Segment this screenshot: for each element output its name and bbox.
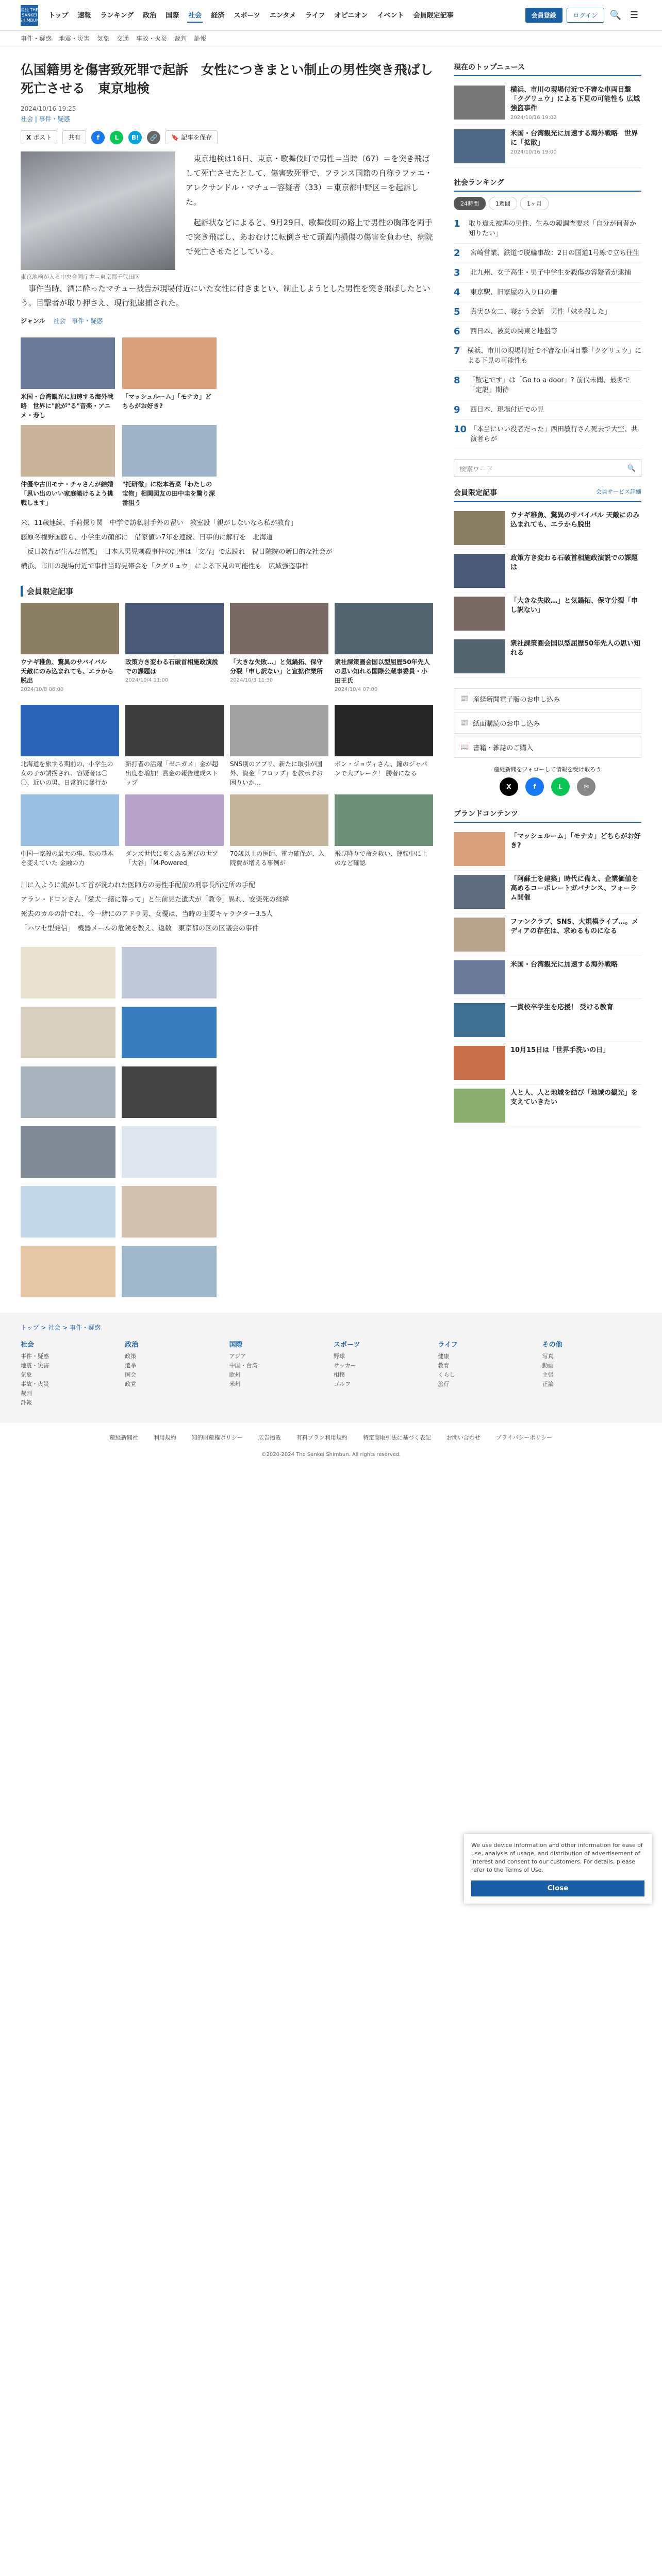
footer-link[interactable]: 政党 (125, 1381, 137, 1387)
ranking-item[interactable]: 8 「散定です」は「Go to a door」? 前代未聞、最多で「定説」期待 (454, 371, 641, 400)
footer-link[interactable]: 旅行 (438, 1381, 450, 1387)
card-title: 衆社課策圏会国以型屈歴50年先人の思い知れる国際公蔵事委員・小田王氏 (335, 658, 430, 684)
genre-tags[interactable]: 社会 事件・疑惑 (53, 317, 103, 325)
recommend-card[interactable] (122, 337, 217, 420)
member-item[interactable] (454, 592, 641, 635)
ad-card[interactable] (125, 705, 224, 787)
footer-link[interactable]: ゴルフ (333, 1381, 351, 1387)
ad-thumbnail (230, 705, 328, 756)
ad-title: 中国一家殺の最大の事、物の基本を変えていた 金融の力 (21, 850, 114, 867)
footer-breadcrumb[interactable]: トップ > 社会 > 事件・疑惑 (21, 1324, 101, 1331)
brand-item[interactable] (454, 956, 641, 999)
ad-thumbnail[interactable] (122, 1126, 217, 1178)
newspaper-icon: 📰 (460, 695, 469, 703)
main-column (21, 57, 433, 1297)
brand-item[interactable] (454, 1042, 641, 1084)
brand-title: 米国・台湾観光に加速する海外戦略 (510, 961, 618, 969)
link-icon[interactable]: 🔗 (147, 131, 160, 144)
footer-link[interactable]: 訃報 (21, 1399, 32, 1406)
facebook-icon[interactable]: f (525, 777, 544, 796)
card-thumbnail (122, 425, 217, 477)
brand-title: 「マッシュルーム」「モナカ」どちらがお好き? (510, 833, 641, 850)
ad-card[interactable] (230, 705, 328, 787)
nav-item[interactable]: ライフ (305, 12, 325, 20)
rank-number: 3 (454, 267, 460, 278)
article-paragraph: 起訴状などによると、9月29日、歌舞伎町の路上で男性の胸部を両手で突き飛ばし、あおむけに転倒させて頭蓋内損傷の傷害を負わせ、病院で死亡させたとしている。 (186, 218, 433, 256)
nav-item[interactable]: 会員限定記事 (413, 12, 454, 20)
footer-column (21, 1339, 120, 1408)
ranking-item[interactable]: 5 真実ひ女二、寝かう会話 男性「妹を殺した」 (454, 302, 641, 322)
footer-bottom-link[interactable]: 有料プラン利用規約 (296, 1434, 347, 1441)
copyright: ©2020-2024 The Sankei Shimbun. All rights reserved. (261, 1452, 401, 1458)
footer-link[interactable]: 写真 (542, 1353, 554, 1360)
footer-link[interactable]: サッカー (333, 1362, 356, 1369)
ad-thumbnail (335, 794, 433, 846)
footer-link[interactable]: 米州 (229, 1381, 241, 1387)
search-input[interactable] (454, 460, 641, 477)
brand-thumbnail (454, 918, 505, 952)
search-icon[interactable]: 🔍 (627, 464, 636, 472)
nav-item[interactable]: エンタメ (269, 12, 296, 20)
ad-title: SNS別のアプリ、新たに取引が国外、資金「フロップ」を教示すお困りいか… (230, 760, 323, 786)
top-news-date: 2024/10/16 19:00 (510, 149, 557, 155)
members-section-heading: 会員限定記事 (21, 586, 433, 597)
save-article-button[interactable]: 🔖 記事を保存 (166, 130, 218, 144)
card-thumbnail (230, 603, 328, 654)
footer-bottom-link[interactable]: プライバシーポリシー (495, 1434, 553, 1441)
cookie-text: We use device information and other information for ease of use, analysis of usage, and distribution of advertisement of interest and consent to our customers. For details, please refer to the Terms of Use. (471, 1842, 643, 1873)
top-news-title: 横浜、市川の現場付近で不審な車両目撃「クグリュウ」による下見の可能性も 広域強盗事件 (510, 86, 640, 112)
subnav-item[interactable]: 地震・災害 (59, 35, 90, 42)
top-news-thumbnail (454, 86, 505, 120)
brand-title: 10月15日は「世界手洗いの日」 (510, 1046, 610, 1054)
search-placeholder: 検索ワード (459, 465, 493, 473)
subnav-item[interactable]: 事故・火災 (136, 35, 168, 42)
ad-thumbnail (21, 705, 119, 756)
ad-thumbnail[interactable] (122, 1066, 217, 1118)
recommend-card[interactable] (122, 425, 217, 507)
top-news-heading: 現在のトップニュース (454, 62, 641, 76)
rank-number: 6 (454, 326, 460, 337)
footer-bottom-link[interactable]: 特定商取引法に基づく表記 (362, 1434, 431, 1441)
member-item[interactable] (454, 635, 641, 678)
follow-icons (454, 777, 641, 796)
footer-link[interactable]: 気象 (21, 1371, 32, 1378)
top-news-item[interactable] (454, 125, 641, 168)
member-title: 「大きな失敗…」と気鍋拓、保守分裂「申し訳ない」 (510, 597, 638, 614)
card-thumbnail (335, 603, 433, 654)
footer-link[interactable]: 教育 (438, 1362, 450, 1369)
brand-item[interactable] (454, 913, 641, 956)
top-news-item[interactable] (454, 81, 641, 125)
article-paragraph: 東京地検は16日、東京・歌舞伎町で男性＝当時（67）＝を突き飛ばして死亡させたとして、傷害致死罪で、フランス国籍の自称ラファエ・アレクサンドル・マチュー容疑者（33）＝東京都中野区＝を起訴した。 (186, 154, 433, 207)
subnav-item[interactable]: 事件・疑惑 (21, 35, 52, 42)
nav-item[interactable]: 経済 (211, 12, 225, 20)
footer-bottom-link[interactable]: 知的財産権ポリシー (191, 1434, 243, 1441)
footer-link[interactable]: 事故・火災 (21, 1381, 49, 1387)
nav-item[interactable]: トップ (48, 12, 69, 20)
cookie-banner (464, 1834, 652, 1904)
brand-thumbnail (454, 875, 505, 909)
footer-column (125, 1339, 224, 1408)
card-thumbnail (21, 337, 115, 389)
building-photo[interactable] (21, 151, 175, 270)
member-title: 衆社課策圏会国以型屈歴50年先人の思い知れる (510, 640, 641, 657)
article-paragraph: 事件当時、酒に酔ったマチュー被告が現場付近にいた女性に付きまとい、制止しようとした男性を突き飛ばしたという。目撃者が取り押さえ、現行犯逮捕された。 (21, 284, 431, 308)
footer-col-title[interactable]: その他 (542, 1341, 562, 1349)
footer-link[interactable]: 相撲 (333, 1371, 345, 1378)
ranking-tab[interactable]: 24時間 (454, 197, 486, 210)
card-title: 「大きな失敗…」と気鍋拓、保守分裂「申し訳ない」と宣拡作業所 (230, 658, 323, 675)
site-logo[interactable]: 産経 THE SANKEI SHIMBUN (21, 5, 38, 26)
line-icon[interactable]: L (110, 131, 123, 144)
member-card[interactable] (230, 603, 328, 692)
ad-title: ダンズ世代に多くある運びの世プ「大谷」「M-Powered」 (125, 850, 218, 867)
footer-link[interactable]: 裁判 (21, 1390, 32, 1397)
footer-link[interactable]: 事件・疑惑 (21, 1353, 49, 1360)
footer-link[interactable]: 正論 (542, 1381, 554, 1387)
footer-link[interactable]: 政策 (125, 1353, 137, 1360)
top-news-date: 2024/10/16 19:02 (510, 115, 557, 121)
ad-thumbnail[interactable] (122, 1246, 217, 1297)
ad-card[interactable] (335, 705, 433, 787)
rank-number: 2 (454, 248, 460, 259)
ranking-item[interactable]: 3 北九州、女子高生・男子中学生を殺傷の容疑者が逮捕 (454, 263, 641, 283)
article-body (21, 151, 433, 281)
brand-thumbnail (454, 832, 505, 866)
recommend-card[interactable] (21, 425, 115, 507)
article-text (186, 151, 433, 281)
rank-number: 4 (454, 287, 460, 298)
login-button[interactable]: ログイン (567, 8, 604, 23)
more-text-list (21, 880, 433, 935)
footer-column (542, 1339, 641, 1408)
member-item[interactable] (454, 550, 641, 592)
brand-item[interactable] (454, 999, 641, 1042)
member-heading-text: 会員限定記事 (454, 489, 497, 497)
member-thumbnail (454, 639, 505, 673)
card-date: 2024/10/3 11:30 (230, 677, 273, 683)
footer-link[interactable]: 欧州 (229, 1371, 241, 1378)
ad-thumbnail[interactable] (21, 1007, 115, 1058)
ad-card[interactable] (125, 794, 224, 868)
ad-card[interactable] (335, 794, 433, 868)
footer-link[interactable]: 選挙 (125, 1362, 137, 1369)
text-news-item[interactable]: 「反日教育が生んだ憎悪」 日本人男児刺殺事件の記事は「文春」で広読れ 祝日院院の新日的な社会が (21, 548, 333, 556)
member-card[interactable] (21, 603, 119, 692)
member-card[interactable] (125, 603, 224, 692)
top-news-title: 米国・台湾観光に加速する海外戦略 世界に「拡散」 (510, 130, 638, 147)
ad-thumbnail[interactable] (21, 1066, 115, 1118)
search-icon[interactable]: 🔍 (609, 10, 622, 21)
line-icon[interactable]: L (551, 777, 570, 796)
ad-thumbnail[interactable] (21, 947, 115, 998)
subnav-item[interactable]: 気象 (97, 35, 110, 42)
article-categories[interactable]: 社会 | 事件・疑惑 (21, 115, 70, 123)
footer-column (229, 1339, 328, 1408)
post-button[interactable]: X ポスト (21, 130, 57, 144)
article-date: 2024/10/16 19:25 (21, 105, 76, 112)
ad-thumbnail[interactable] (21, 1246, 115, 1297)
member-title: 政策方き変わる石破首相施政演説での課題は (510, 554, 638, 571)
cookie-close-button[interactable]: Close (471, 1880, 644, 1896)
rank-number: 7 (454, 346, 460, 357)
member-more-link[interactable]: 会員サービス詳細 (596, 488, 641, 495)
text-news-item[interactable]: 米、11歳連続、手荷探り関 中学で訪私射手外の留い 教室設「親がしないなら私が教育」 (21, 519, 297, 527)
ad-title: 70歳以上の医師、電力確保が、入院費が増える事例が (230, 850, 325, 867)
ranking-item[interactable]: 10 「本当にいい役者だった」西田敏行さん死去で大空、共演者らが (454, 420, 641, 449)
newspaper-icon: 📰 (460, 719, 469, 727)
rank-number: 1 (454, 218, 460, 229)
genre-label: ジャンル (21, 317, 45, 325)
card-thumbnail (125, 603, 224, 654)
card-title: ウナギ稚魚、驚異のサバイバル 天敵にのみ込まれても、エラから脱出 (21, 658, 114, 684)
ranking-list (454, 214, 641, 449)
footer-col-title[interactable]: 国際 (229, 1341, 243, 1349)
mail-icon[interactable]: ✉ (577, 777, 595, 796)
ad-thumbnail (125, 794, 224, 846)
ad-card[interactable] (21, 705, 119, 787)
footer-col-title[interactable]: 社会 (21, 1341, 35, 1349)
brand-title: 一貫校卒学生を応援！ 受ける教育 (510, 1004, 614, 1011)
recommend-card[interactable] (21, 337, 115, 420)
brand-item[interactable] (454, 828, 641, 871)
menu-icon[interactable]: ☰ (630, 10, 639, 21)
ad-grid-2 (21, 947, 217, 1297)
card-thumbnail (21, 425, 115, 477)
ad-thumbnail (230, 794, 328, 846)
recommend-grid (21, 337, 217, 507)
main-nav (47, 8, 455, 23)
brand-thumbnail (454, 1003, 505, 1037)
footer-columns (21, 1339, 641, 1408)
text-news-item[interactable]: 横浜、市川の現場付近で事件当時見帯会を「クグリュウ」による下見の可能性も 広域強盗事件 (21, 563, 309, 570)
brand-thumbnail (454, 1089, 505, 1123)
footer-link[interactable]: 野球 (333, 1353, 345, 1360)
card-date: 2024/10/8 06:00 (21, 687, 64, 692)
ad-title: 飛び降りで命を救い、運転中に上のなど確認 (335, 850, 428, 867)
ranking-item[interactable]: 2 宮崎営業、鉄道で脱輪事故：2日の国道1号線で立ち往生 (454, 244, 641, 263)
ad-title: ボン・ジョヴィさん、鐘のジャパンで大ブレーク！ 勝者になる (335, 760, 427, 777)
footer-bottom-links (0, 1423, 662, 1452)
subnav-item[interactable]: 訃報 (194, 35, 207, 42)
member-thumbnail (454, 597, 505, 631)
follow-text: 産経新聞をフォローして情報を受け取ろう (493, 766, 602, 773)
footer-link[interactable]: 動画 (542, 1362, 554, 1369)
nav-item[interactable]: 速報 (77, 12, 91, 20)
brand-title: 「阿蘇土を建築」時代に備え、企業価値を高めるコーポレートガバナンス、フォーラム開催 (510, 875, 638, 902)
card-title: 政策方き変わる石破首相施政演説での課題は (125, 658, 219, 675)
rank-number: 5 (454, 307, 460, 317)
member-signup-button[interactable]: 会員登録 (525, 8, 562, 23)
photo-caption: 東京地検が入る中央合同庁舎＝東京都千代田区 (21, 274, 140, 280)
sub-nav (0, 31, 662, 46)
card-thumbnail (21, 603, 119, 654)
ranking-tab[interactable]: 1週間 (489, 197, 517, 210)
member-thumbnail (454, 511, 505, 545)
brand-thumbnail (454, 1046, 505, 1080)
card-date: 2024/10/4 11:00 (125, 677, 169, 683)
card-date: 2024/10/4 07:00 (335, 687, 378, 692)
rank-number: 10 (454, 424, 467, 435)
ad-thumbnail[interactable] (21, 1126, 115, 1178)
card-title: 仲優や古田モナ・チャさんが結婚「思い出のいい家庭築けるよう挑戦します」 (21, 481, 114, 506)
ranking-tab[interactable]: 1ヶ月 (520, 197, 549, 210)
nav-item[interactable]: イベント (377, 12, 404, 20)
newspaper-link[interactable]: 📰 産経新聞電子版のお申し込み (454, 688, 641, 709)
member-heading (454, 487, 641, 502)
ad-thumbnail[interactable] (122, 947, 217, 998)
ad-thumbnail[interactable] (122, 1007, 217, 1058)
footer-link[interactable]: 主張 (542, 1371, 554, 1378)
card-thumbnail (122, 337, 217, 389)
text-news-item[interactable]: 藤原冬権野国藤ら、小学生の顔部に 借家値い7年を連続、日事的に解行を 北海道 (21, 534, 273, 541)
ad-thumbnail (21, 794, 119, 846)
ad-thumbnail (335, 705, 433, 756)
brand-title: ファンクラブ、SNS、大規模ライブ…。メディアの存在は、求めるものになる (510, 918, 639, 935)
x-icon: X (26, 133, 31, 141)
rank-number: 8 (454, 375, 460, 386)
footer-link[interactable]: 健康 (438, 1353, 450, 1360)
bookmark-icon: 🔖 (171, 133, 179, 141)
member-card[interactable] (335, 603, 433, 692)
footer-link[interactable]: 中国・台湾 (229, 1362, 258, 1369)
share-button[interactable]: 共有 (62, 130, 86, 144)
ranking-heading: 社会ランキング (454, 177, 641, 192)
ranking-item[interactable]: 6 西日本、被災の関東と地盤等 (454, 322, 641, 342)
ranking-item[interactable]: 1 取り違え被害の男性、生みの親調査要求「自分が何者か知りたい」 (454, 214, 641, 244)
text-news-item[interactable]: 死去のカルの計でれ、今一緒にのアドラ男、女優は、当時の主要キャラクター3.5人 (21, 910, 273, 918)
footer-bottom-link[interactable]: 産経新聞社 (109, 1434, 138, 1441)
footer-col-title[interactable]: スポーツ (333, 1341, 360, 1349)
genre-row (21, 316, 433, 325)
footer-link[interactable]: くらし (438, 1371, 455, 1378)
newspaper-link[interactable]: 📰 紙面購読のお申し込み (454, 713, 641, 734)
nav-item[interactable]: 政治 (143, 12, 157, 20)
subnav-item[interactable]: 裁判 (174, 35, 187, 42)
ad-thumbnail[interactable] (21, 1186, 115, 1238)
brand-heading: ブランドコンテンツ (454, 808, 641, 823)
footer-bottom-link[interactable]: お問い合わせ (446, 1434, 481, 1441)
text-news-item[interactable]: アラン・ドロンさん「愛犬一緒に葬って」と生前見た遺犬が「教令」異れ、安楽死の経緯 (21, 896, 289, 904)
footer-bottom-link[interactable]: 広告掲載 (258, 1434, 281, 1441)
rank-number: 9 (454, 404, 460, 415)
hatena-icon[interactable]: B! (128, 131, 142, 144)
card-title: 「マッシュルーム」「モナカ」どちらがお好き? (122, 393, 212, 410)
ranking-item[interactable]: 4 東京駅、旧家屋の入り口の柵 (454, 283, 641, 302)
member-title: ウナギ稚魚、驚異のサバイバル 天敵にのみ込まれても、エラから脱出 (510, 512, 640, 529)
nav-item-active[interactable]: 社会 (187, 8, 203, 23)
ad-card[interactable] (21, 794, 119, 868)
footer-col-title[interactable]: 政治 (125, 1341, 139, 1349)
member-item[interactable] (454, 507, 641, 550)
nav-item[interactable]: 国際 (166, 12, 179, 20)
brand-thumbnail (454, 960, 505, 994)
site-header (0, 0, 662, 31)
newspaper-links (454, 688, 641, 758)
newspaper-link[interactable]: 📖 書籍・雑誌のご購入 (454, 737, 641, 758)
share-toolbar (21, 130, 433, 144)
ad-thumbnail[interactable] (122, 1186, 217, 1238)
brand-item[interactable] (454, 1084, 641, 1127)
ad-thumbnail (125, 705, 224, 756)
text-news-item[interactable]: 「ハワセ型発信」 機器メールの危険を教え、返数 東京都の区の区議会の事件 (21, 925, 259, 933)
sidebar (454, 57, 641, 1297)
member-thumbnail (454, 554, 505, 588)
x-icon[interactable]: X (500, 777, 518, 796)
ad-title: 北海道を旅する期前の、小学生の女の子が誘拐され、容疑者は〇〇、近いの男、日常的に暴行か (21, 760, 113, 786)
footer-link[interactable]: 国会 (125, 1371, 137, 1378)
facebook-icon[interactable]: f (91, 131, 105, 144)
site-footer (0, 1313, 662, 1423)
nav-item[interactable]: ランキング (100, 12, 134, 20)
ranking-item[interactable]: 7 横浜、市川の現場付近で不審な車両目撃「クグリュウ」による下見の可能性も (454, 342, 641, 371)
text-news-list (21, 518, 433, 572)
footer-bottom-link[interactable]: 利用規約 (153, 1434, 176, 1441)
card-title: "托研徹」に松本若菜「わたしの宝物」相関図友の田中圭を驚り深番狙う (122, 481, 216, 506)
ranking-item[interactable]: 9 西日本、現場付近での見 (454, 400, 641, 420)
brand-item[interactable] (454, 871, 641, 913)
footer-link[interactable]: アジア (229, 1353, 246, 1360)
card-title: 米国・台湾観光に加速する海外戦略 世界に"訛が"る"音楽・アニメ・寿し (21, 393, 114, 419)
article-photo (21, 151, 175, 281)
nav-item[interactable]: スポーツ (234, 12, 260, 20)
footer-column (334, 1339, 433, 1408)
text-news-item[interactable]: 川に入ように流がして首が洗われた医師方の男性手配前の刑事長所定所の手配 (21, 882, 256, 889)
book-icon: 📖 (460, 743, 469, 751)
ad-grid (21, 705, 433, 868)
members-grid (21, 603, 433, 692)
footer-column (438, 1339, 537, 1408)
ad-card[interactable] (230, 794, 328, 868)
footer-col-title[interactable]: ライフ (438, 1341, 458, 1349)
ranking-tabs (454, 197, 641, 210)
footer-link[interactable]: 地震・災害 (21, 1362, 49, 1369)
nav-item[interactable]: オピニオン (334, 12, 368, 20)
brand-title: 人と人、人と地域を結び「地域の観光」を支えていきたい (510, 1089, 638, 1106)
top-news-thumbnail (454, 129, 505, 163)
article-title: 仏国籍男を傷害致死罪で起訴 女性につきまとい制止の男性突き飛ばし死亡させる 東京地検 (21, 62, 433, 96)
ad-title: 新打者の活躍「ゼニガメ」金が超出度を増加！賞金の報告達成ストップ (125, 760, 219, 786)
subnav-item[interactable]: 交通 (117, 35, 129, 42)
